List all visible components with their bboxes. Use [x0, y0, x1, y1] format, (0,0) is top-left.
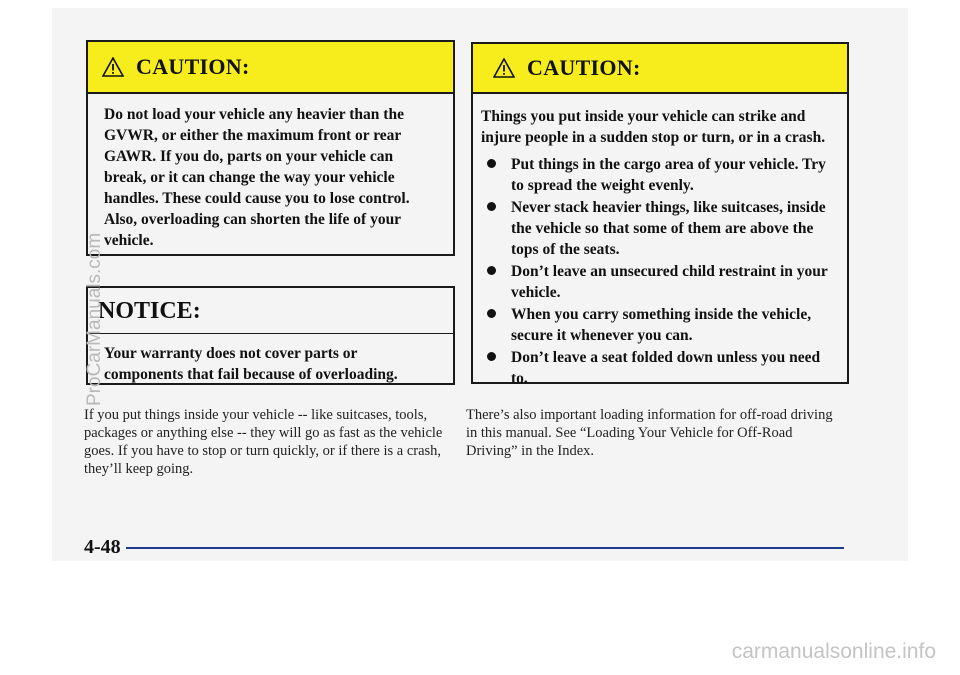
caution-title: CAUTION:: [136, 54, 250, 79]
caution-content: [473, 94, 847, 389]
body-paragraph-right: There’s also important loading information for off-road driving in this manual. See “Loading Your Vehicle for Off-Road Driving” in the Index.: [466, 407, 833, 459]
caution-header: [473, 44, 847, 94]
caution-intro: Things you put inside your vehicle can strike and injure people in a sudden stop or turn, or in a crash.: [481, 108, 826, 146]
warning-triangle-icon: [493, 58, 515, 78]
caution-header: [88, 42, 453, 94]
bullet-item: Never stack heavier things, like suitcases, inside the vehicle so that some of them are above the tops of the seats.: [481, 197, 833, 260]
bottom-watermark: carmanualsonline.info: [731, 640, 936, 663]
caution-text: Do not load your vehicle any heavier than the GVWR, or either the maximum front or rear GAWR. If you do, parts on your vehicle can break, or it can change the way your vehicle handles. These could cause you to lose control. Also, overloading can shorten the life of your vehicle.: [104, 106, 410, 249]
bullet-dot-icon: [487, 352, 496, 361]
caution-box-right: [471, 42, 849, 387]
caution-box-left: [86, 40, 455, 256]
bullet-dot-icon: [487, 159, 496, 168]
footer-rule: [126, 547, 844, 549]
body-paragraph-left: If you put things inside your vehicle -- like suitcases, tools, packages or anything else -- they will go as fast as the vehicle goes. If you have to stop or turn quickly, or if there is a crash, they’ll keep going.: [84, 407, 443, 477]
notice-title: NOTICE:: [88, 288, 453, 334]
bullet-item: When you carry something inside the vehicle, secure it whenever you can.: [481, 304, 833, 346]
caution-title: CAUTION:: [527, 55, 641, 80]
bullet-dot-icon: [487, 309, 496, 318]
bullet-dot-icon: [487, 266, 496, 275]
bullet-dot-icon: [487, 202, 496, 211]
notice-box: [86, 286, 455, 385]
side-watermark: ProCarManuals.com: [84, 232, 105, 406]
bullet-item: Don’t leave a seat folded down unless you need to.: [481, 347, 833, 389]
caution-bullet-list: [481, 154, 833, 389]
page-number: 4-48: [84, 536, 121, 558]
warning-triangle-icon: [102, 57, 124, 77]
bullet-item: Don’t leave an unsecured child restraint in your vehicle.: [481, 261, 833, 303]
notice-text: Your warranty does not cover parts or components that fail because of overloading.: [104, 345, 398, 383]
bullet-item: Put things in the cargo area of your vehicle. Try to spread the weight evenly.: [481, 154, 833, 196]
